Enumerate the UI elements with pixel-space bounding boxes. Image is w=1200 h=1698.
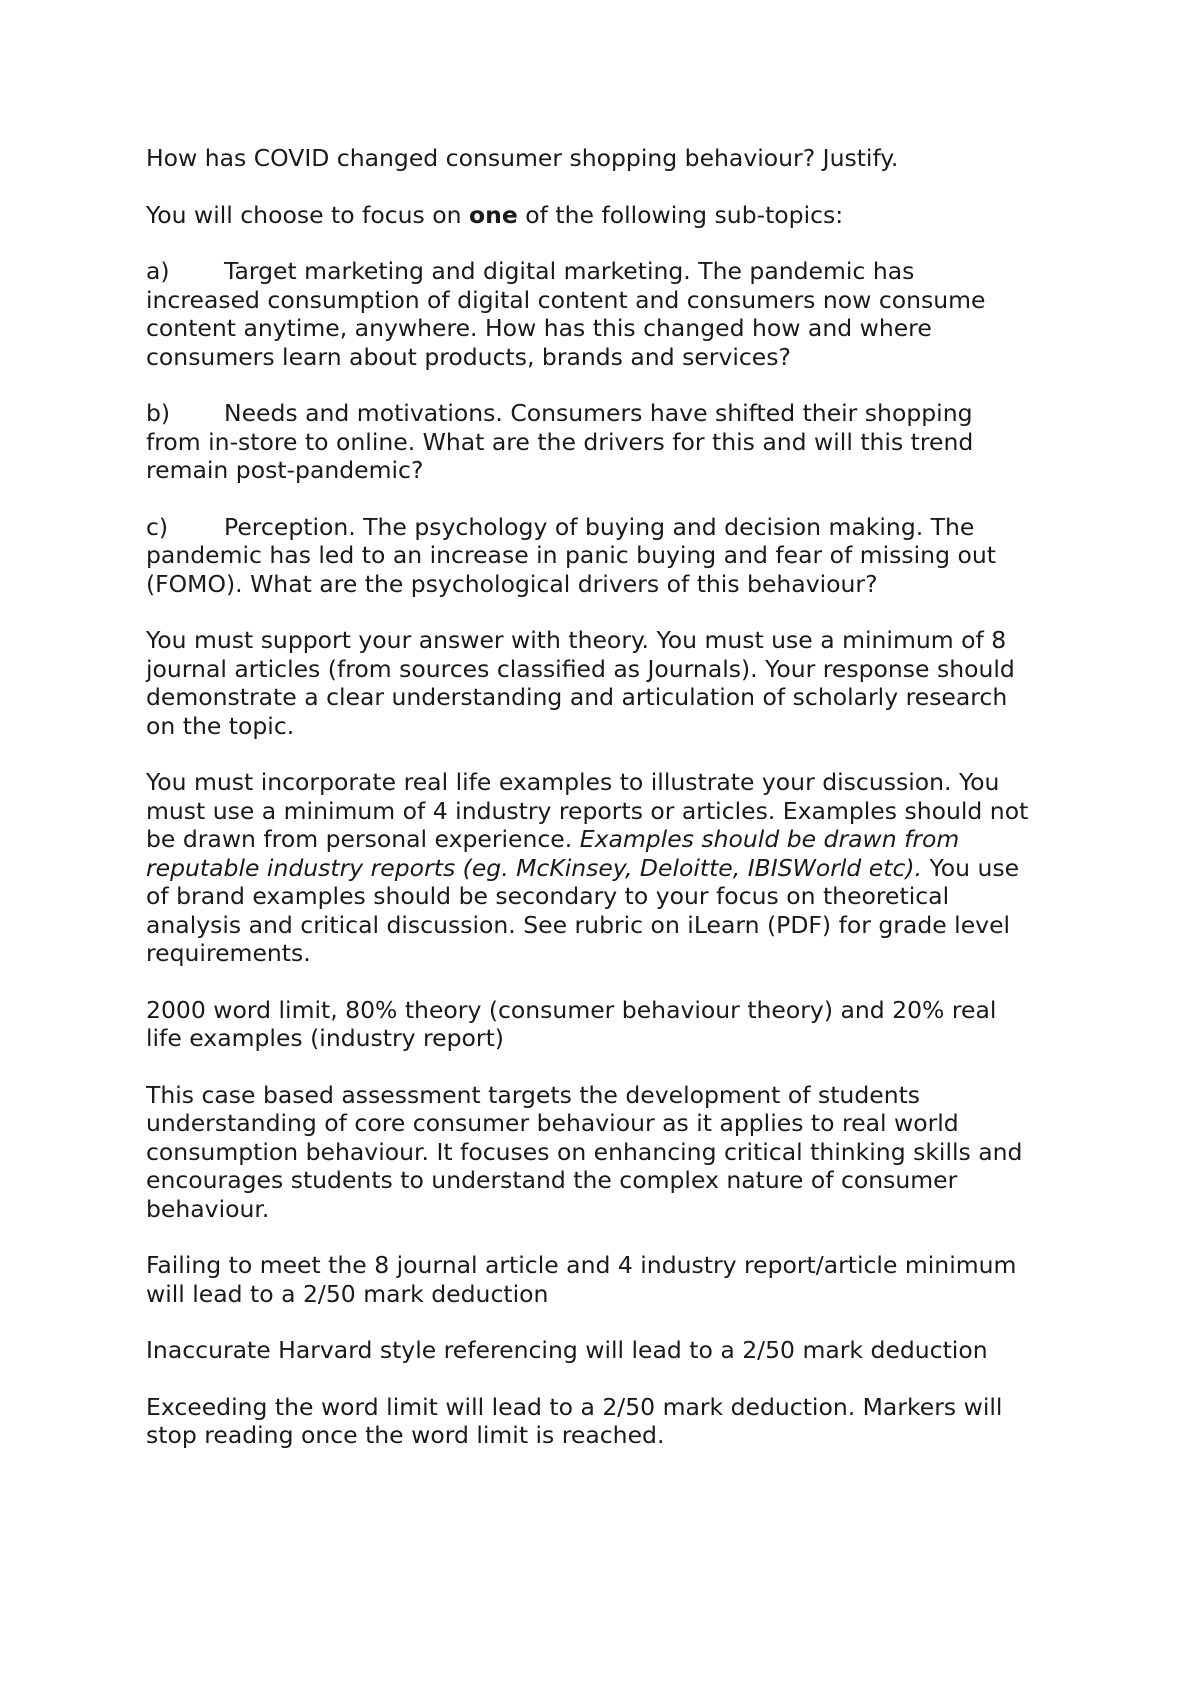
paragraph-line <box>146 825 1086 854</box>
intro-line <box>146 201 1086 230</box>
paragraph-line: life examples (industry report) <box>146 1024 504 1052</box>
italic-text: reputable industry reports (eg. McKinsey, Deloitte, IBISWorld etc). <box>146 853 923 882</box>
document-page <box>146 144 1086 1478</box>
question-text: How has COVID changed consumer shopping behaviour? Justify. <box>146 144 899 172</box>
subtopic-marker: b) <box>146 399 171 427</box>
subtopic-line: pandemic has led to an increase in panic buying and fear of missing out <box>146 541 996 569</box>
subtopic-line: increased consumption of digital content and consumers now consume <box>146 285 986 314</box>
penalty-minimum-paragraph <box>146 1251 1086 1308</box>
assessment-description-paragraph <box>146 1081 1086 1224</box>
paragraph-line: behaviour. <box>146 1194 270 1223</box>
question-heading <box>146 144 1086 173</box>
intro-before: You will choose to focus on <box>146 200 469 229</box>
plain-text: be drawn from personal experience. <box>146 825 580 853</box>
subtopic-line: consumers learn about products, brands and services? <box>146 342 791 371</box>
paragraph-line: on the topic. <box>146 711 295 740</box>
intro-emphasis: one <box>468 200 518 229</box>
paragraph-line: encourages students to understand the complex nature of consumer <box>146 1166 958 1194</box>
paragraph-line: Exceeding the word limit will lead to a 2/50 mark deduction. Markers will <box>146 1392 1003 1421</box>
paragraph-line: of brand examples should be secondary to your focus on theoretical <box>146 882 950 910</box>
intro-paragraph <box>146 201 1086 230</box>
subtopic-line: Needs and motivations. Consumers have shifted their shopping <box>224 399 973 427</box>
plain-text: You use <box>922 853 1020 882</box>
paragraph-line: journal articles (from sources classified as Journals). Your response should <box>146 654 1015 683</box>
penalty-word-limit-paragraph <box>146 1393 1086 1450</box>
paragraph-line: must use a minimum of 4 industry reports or articles. Examples should not <box>146 796 1029 825</box>
subtopic-marker: a) <box>146 257 170 285</box>
subtopic-line: Perception. The psychology of buying and decision making. The <box>224 512 975 541</box>
subtopic-b <box>146 399 1086 485</box>
paragraph-line: You must support your answer with theory. You must use a minimum of 8 <box>146 626 1007 654</box>
subtopic-line: from in-store to online. What are the drivers for this and will this trend <box>146 427 974 456</box>
paragraph-line: stop reading once the word limit is reached. <box>146 1421 665 1449</box>
word-limit-paragraph <box>146 996 1086 1053</box>
subtopic-line: (FOMO). What are the psychological drivers of this behaviour? <box>146 569 878 598</box>
subtopic-line: Target marketing and digital marketing. The pandemic has <box>224 257 915 285</box>
paragraph-line: will lead to a 2/50 mark deduction <box>146 1279 549 1308</box>
subtopic-line: remain post-pandemic? <box>146 456 424 484</box>
intro-after: of the following sub-topics: <box>517 200 844 229</box>
paragraph-line: analysis and critical discussion. See rubric on iLearn (PDF) for grade level <box>146 910 1011 939</box>
paragraph-line: You must incorporate real life examples to illustrate your discussion. You <box>146 768 1000 796</box>
penalty-referencing-paragraph <box>146 1336 1086 1365</box>
paragraph-line: Failing to meet the 8 journal article and 4 industry report/article minimum <box>146 1251 1017 1279</box>
paragraph-line: 2000 word limit, 80% theory (consumer behaviour theory) and 20% real <box>146 995 997 1024</box>
paragraph-line <box>146 854 1086 883</box>
subtopic-c <box>146 513 1086 599</box>
paragraph-line: consumption behaviour. It focuses on enhancing critical thinking skills and <box>146 1137 1023 1166</box>
theory-requirement-paragraph <box>146 626 1086 740</box>
subtopic-marker: c) <box>146 512 169 541</box>
italic-text: Examples should be drawn from <box>579 825 960 853</box>
paragraph-line: demonstrate a clear understanding and articulation of scholarly research <box>146 683 1008 711</box>
paragraph-line: understanding of core consumer behaviour as it applies to real world <box>146 1109 959 1137</box>
subtopic-a <box>146 257 1086 371</box>
examples-requirement-paragraph <box>146 768 1086 968</box>
paragraph-line: requirements. <box>146 939 311 967</box>
paragraph-line: This case based assessment targets the development of students <box>146 1080 921 1109</box>
paragraph-line: Inaccurate Harvard style referencing will lead to a 2/50 mark deduction <box>146 1336 988 1364</box>
subtopic-line: content anytime, anywhere. How has this changed how and where <box>146 314 932 342</box>
